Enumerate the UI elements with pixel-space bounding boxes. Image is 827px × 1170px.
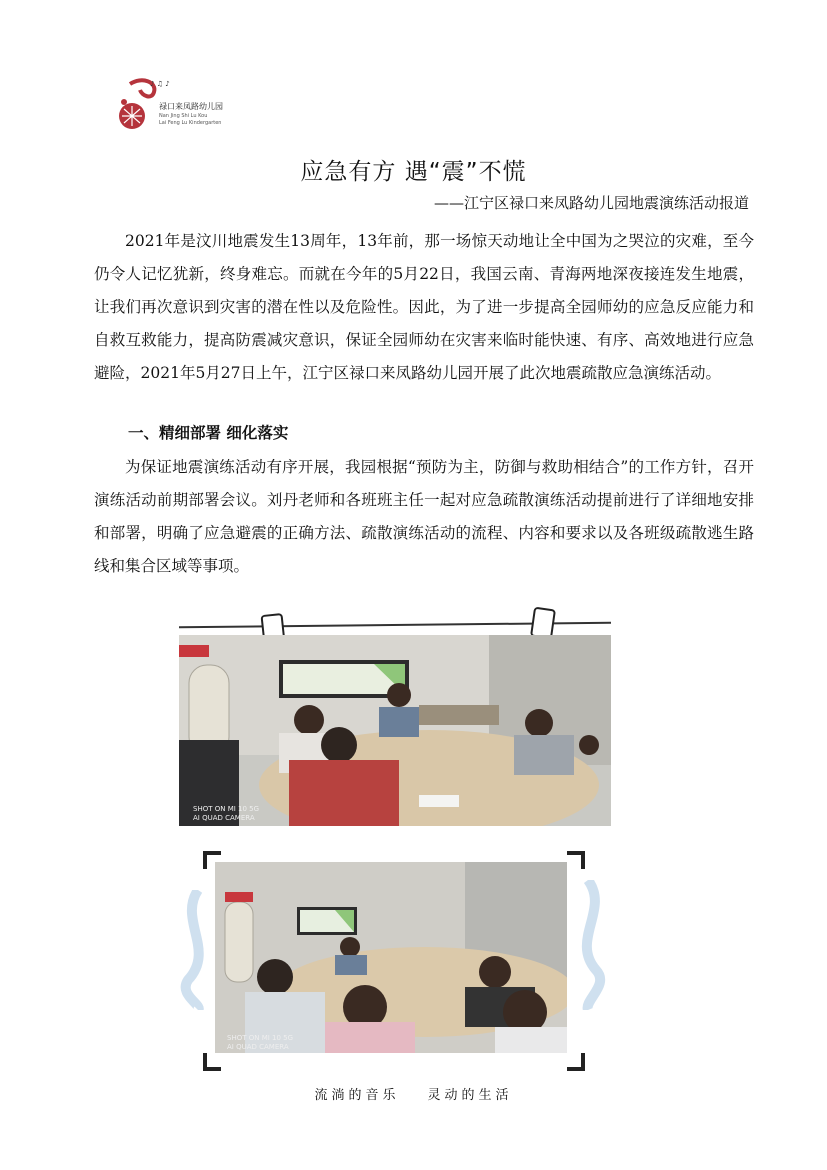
logo-name-en-2: Lai Feng Lu Kindergarten [159,120,222,126]
photo-1-watermark-2: AI QUAD CAMERA [193,814,255,822]
section-1-heading: 一、精细部署 细化落实 [128,424,289,442]
footer-slogan-left: 流淌的音乐 [314,1088,400,1103]
photo-2-watermark-1: SHOT ON MI 10 5G [227,1034,294,1042]
logo-name-en-1: Nan Jing Shi Lu Kou [159,113,208,119]
decorative-wave-left [178,890,218,1010]
paragraph-1 [94,225,754,390]
frame-corner-br [567,1053,585,1071]
paragraph-2 [94,451,754,583]
article-subtitle: ——江宁区禄口来凤路幼儿园地震演练活动报道 [433,194,749,212]
footer-slogan-right: 灵动的生活 [427,1088,513,1103]
meeting-photo-1 [179,635,611,826]
svg-text:♪ ♫ ♪: ♪ ♫ ♪ [150,80,170,88]
photo-1-watermark-1: SHOT ON MI 10 5G [193,805,260,813]
page-footer [0,1084,827,1103]
paragraph-1-text: 2021年是汶川地震发生13周年，13年前，那一场惊天动地让全中国为之哭泣的灾难，至今仍令人记忆犹新，终身难忘。而就在今年的5月22日，我国云南、青海两地深夜接连发生地震，让我们再次意识到灾害的潜在性以及危险性。因此，为了进一步提高全园师幼的应急反应能力和自救互救能力，提高防震减灾意识，保证全园师幼在灾害来临时能快速、有序、高效地进行应急避险，2021年5月27日上午，江宁区禄口来凤路幼儿园开展了此次地震疏散应急演练活动。 [94,232,754,382]
logo-name-cn: 禄口来凤路幼儿园 [159,102,223,111]
decorative-wave-right [566,880,610,1010]
article-title: 应急有方 遇“震”不慌 [300,159,527,185]
photo-2-watermark-2: AI QUAD CAMERA [227,1043,289,1051]
frame-corner-tr [567,851,585,869]
paragraph-2-text: 为保证地震演练活动有序开展，我园根据“预防为主，防御与救助相结合”的工作方针，召开演练活动前期部署会议。刘丹老师和各班班主任一起对应急疏散演练活动提前进行了详细地安排和部署，明确了应急避震的正确方法、疏散演练活动的流程、内容和要求以及各班级疏散逃生路线和集合区域等事项。 [94,458,754,575]
frame-corner-bl [203,1053,221,1071]
meeting-photo-2 [215,862,567,1053]
